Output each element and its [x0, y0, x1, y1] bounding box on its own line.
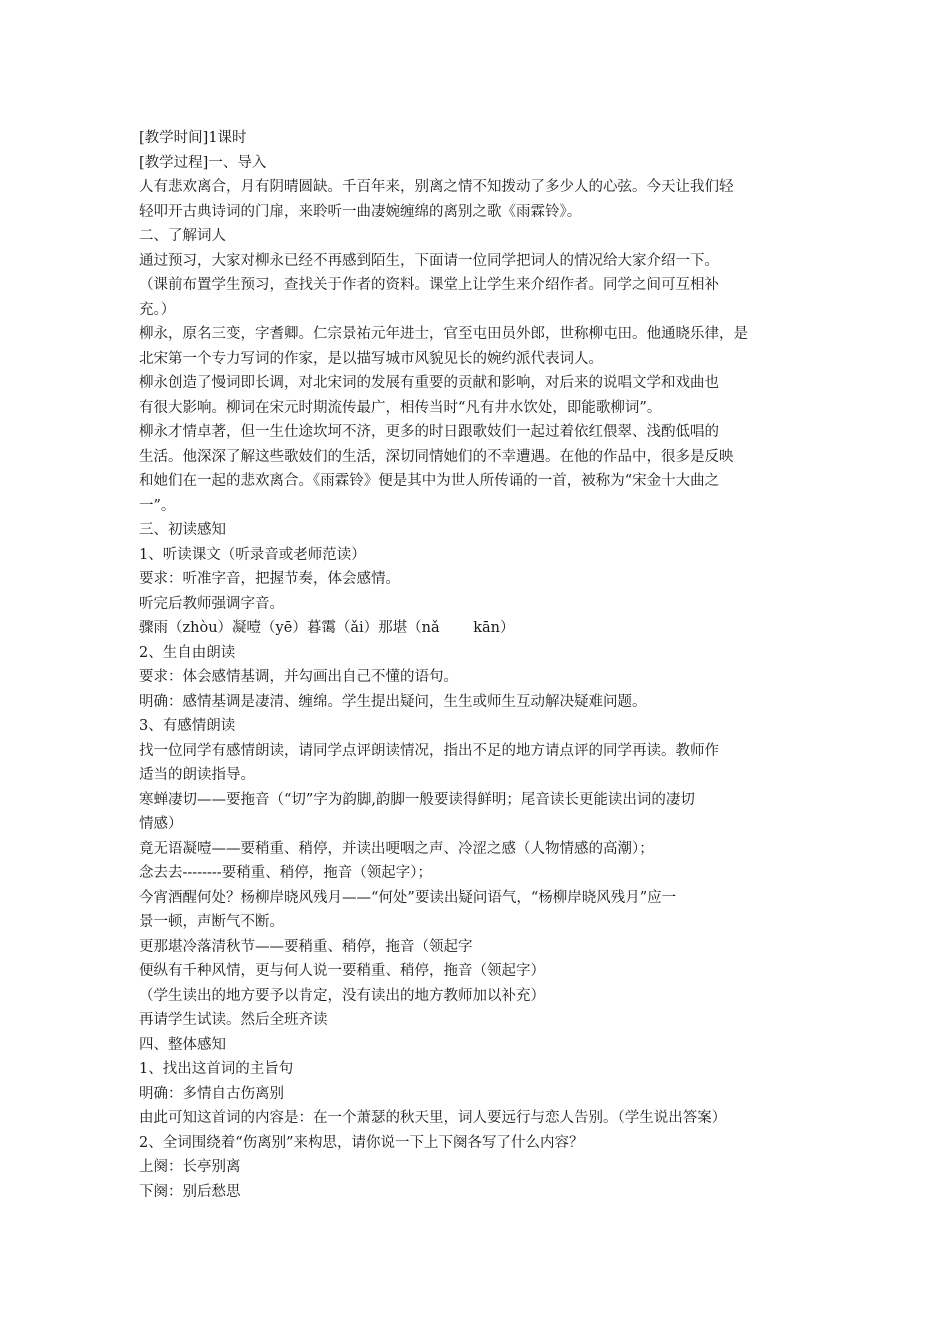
text-line: 上阕：长亭别离	[139, 1159, 241, 1175]
text-line: 下阕：别后愁思	[139, 1183, 241, 1200]
section-heading: 二、了解词人	[139, 228, 226, 244]
subsection-heading: 1、找出这首词的主旨句	[139, 1061, 294, 1077]
text-line: 一”。	[139, 497, 176, 514]
text-line: 柳永创造了慢词即长调，对北宋词的发展有重要的贡献和影响，对后来的说唱文学和戏曲也	[139, 375, 719, 391]
text-line: 寒蝉凄切——要拖音（“切”字为韵脚,韵脚一般要读得鲜明；尾音读长更能读出词的凄切	[139, 791, 695, 808]
section-heading: 四、整体感知	[139, 1036, 226, 1053]
text-line: 人有悲欢离合，月有阴晴圆缺。千百年来，别离之情不知拨动了多少人的心弦。今天让我们轻	[139, 179, 734, 195]
text-line: 景一顿，声断气不断。	[139, 914, 284, 930]
pronunciation-line: 骤雨（zhòu）凝噎（yē）暮霭（ǎi）那堪（nǎ kān）	[139, 620, 515, 636]
text-line: [教学过程]一、导入	[139, 154, 267, 171]
text-line: 今宵酒醒何处？杨柳岸晓风残月——“何处”要读出疑问语气，“杨柳岸晓风残月”应一	[139, 889, 677, 906]
text-line: 要求：听准字音，把握节奏，体会感情。	[139, 571, 400, 587]
text-line: 适当的朗读指导。	[139, 767, 255, 783]
text-line: 柳永，原名三变，字耆卿。仁宗景祐元年进士，官至屯田员外郎，世称柳屯田。他通晓乐律，是	[139, 326, 748, 342]
text-line: 由此可知这首词的内容是：在一个萧瑟的秋天里，词人要远行与恋人告别。（学生说出答案）	[139, 1110, 727, 1126]
section-heading: 三、初读感知	[139, 522, 226, 538]
text-line: 明确：感情基调是凄清、缠绵。学生提出疑问，生生或师生互动解决疑难问题。	[139, 693, 647, 710]
text-line: 念去去--------要稍重、稍停，拖音（领起字）；	[139, 865, 432, 881]
text-line: [教学时间]1课时	[139, 130, 247, 146]
text-line: 生活。他深深了解这些歌妓们的生活，深切同情她们的不幸遭遇。在他的作品中，很多是反映	[139, 448, 734, 465]
text-line: （课前布置学生预习，查找关于作者的资料。课堂上让学生来介绍作者。同学之间可互相补	[139, 277, 719, 293]
lesson-plan-body	[139, 126, 811, 1204]
text-line: 充。）	[139, 301, 176, 318]
text-line: 北宋第一个专力写词的作家，是以描写城市风貌见长的婉约派代表词人。	[139, 350, 603, 367]
text-line: 听完后教师强调字音。	[139, 595, 284, 612]
text-line: 柳永才情卓著，但一生仕途坎坷不济，更多的时日跟歌妓们一起过着依红偎翠、浅酌低唱的	[139, 424, 719, 440]
text-line: 通过预习，大家对柳永已经不再感到陌生，下面请一位同学把词人的情况给大家介绍一下。	[139, 252, 719, 269]
subsection-heading: 2、全词围绕着“伤离别”来构思，请你说一下上下阕各写了什么内容？	[139, 1134, 584, 1151]
text-line: 便纵有千种风情，更与何人说一要稍重、稍停，拖音（领起字）	[139, 963, 545, 979]
subsection-heading: 3、有感情朗读	[139, 718, 236, 734]
text-line: （学生读出的地方要予以肯定，没有读出的地方教师加以补充）	[139, 987, 545, 1004]
text-line: 再请学生试读。然后全班齐读	[139, 1012, 328, 1028]
text-line: 和她们在一起的悲欢离合。《雨霖铃》便是其中为世人所传诵的一首，被称为“宋金十大曲之	[139, 473, 720, 489]
text-line: 要求：体会感情基调，并勾画出自己不懂的语句。	[139, 669, 458, 685]
subsection-heading: 2、生自由朗读	[139, 644, 236, 661]
text-line: 情感）	[139, 816, 183, 832]
text-line: 找一位同学有感情朗读，请同学点评朗读情况，指出不足的地方请点评的同学再读。教师作	[139, 742, 719, 759]
text-line: 竟无语凝噎——要稍重、稍停，并读出哽咽之声、冷涩之感（人物情感的高潮）；	[139, 840, 654, 857]
text-line: 有很大影响。柳词在宋元时期流传最广，相传当时“凡有井水饮处，即能歌柳词”。	[139, 399, 662, 416]
text-line: 明确：多情自古伤离别	[139, 1085, 284, 1102]
subsection-heading: 1、听读课文（听录音或老师范读）	[139, 546, 366, 563]
text-line: 轻叩开古典诗词的门扉，来聆听一曲凄婉缠绵的离别之歌《雨霖铃》。	[139, 203, 582, 220]
text-line: 更那堪冷落清秋节——要稍重、稍停，拖音（领起字	[139, 938, 473, 955]
